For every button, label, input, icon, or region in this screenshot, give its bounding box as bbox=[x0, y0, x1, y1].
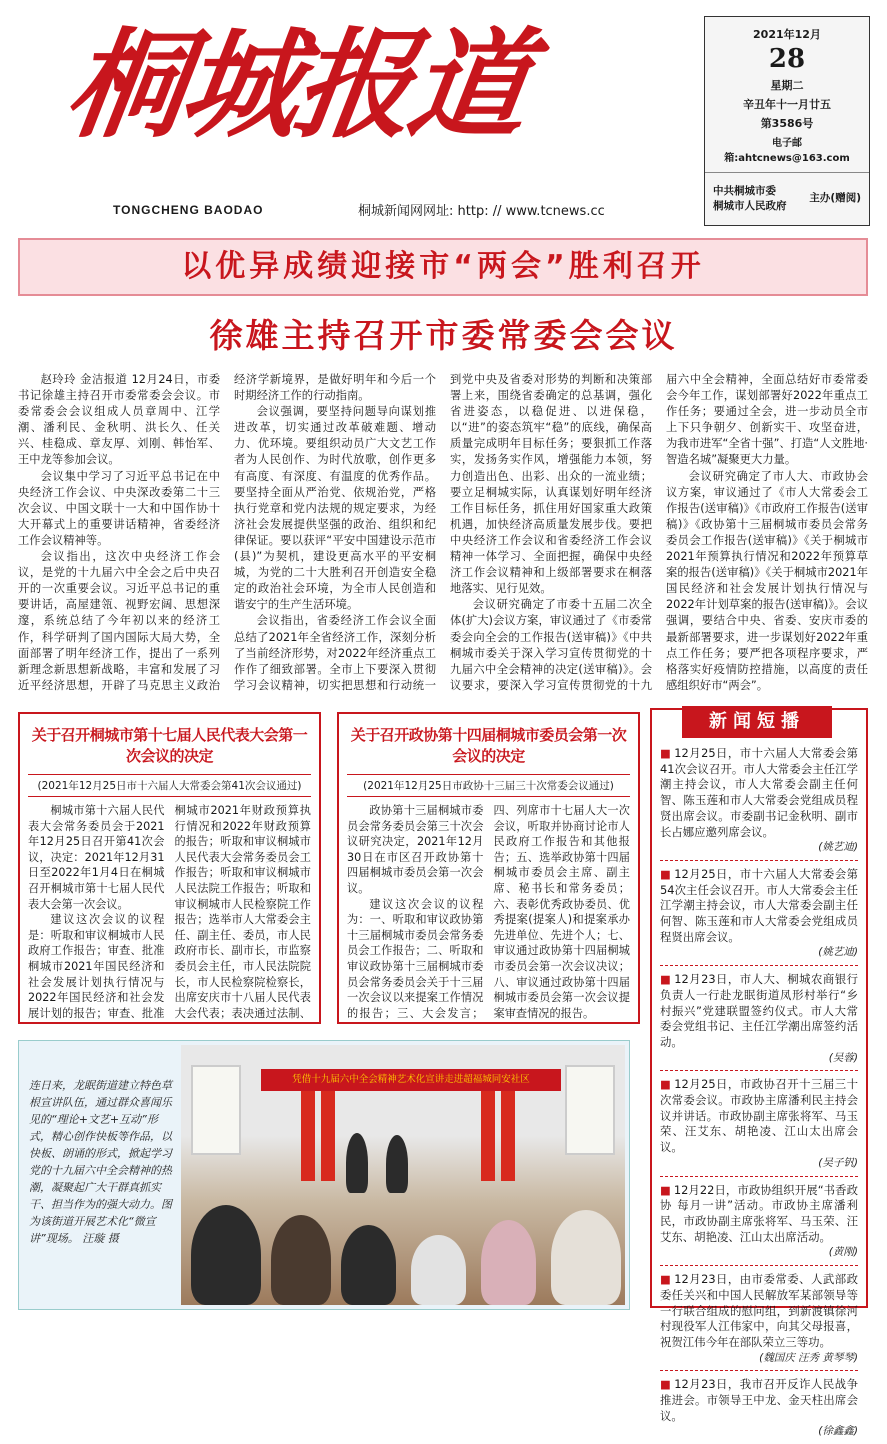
news-briefs bbox=[650, 708, 868, 1438]
news-item bbox=[660, 1183, 858, 1267]
masthead bbox=[18, 15, 698, 219]
divider bbox=[705, 172, 869, 173]
audience-member bbox=[191, 1205, 261, 1305]
npc-decision-box bbox=[18, 712, 321, 1024]
news-text: 12月25日，市政协召开十三届三十次常委会议。市政协主席潘利民主持会议并讲话。市政协副主席张将军、马玉荣、汪艾东、胡艳凌、江山太出席会议。 bbox=[660, 1077, 858, 1155]
photo-section bbox=[18, 1040, 630, 1310]
performer bbox=[386, 1135, 408, 1193]
npc-decision-subtitle: (2021年12月25日市十六届人大常委会第41次会议通过) bbox=[28, 774, 311, 797]
sponsor-block bbox=[713, 183, 861, 213]
article-paragraph: 会议研究确定了市人大、市政协会议方案，审议通过了《市人大常委会工作报告(送审稿)》《市政府工作报告(送审稿)》《政协第十三届桐城市委员会常务委员会工作报告(送审稿)》《关于桐城市2021年预算执行情况和2022年预算草案的报告(送审稿)》《关于桐城市2021年国民经济和社会发展计划执行情况与2022年计划草案的报告(送审稿)》。会议强调，要结合中央、省委、安庆市委的最新部署要求，进一步谋划好2022年重点工作任务；要严把各项程序要求，严格落实好疫情防控措施，以高度的责任感组织好市“两会”。 bbox=[666, 469, 868, 692]
article-paragraph: 会议研究确定了市委十五届二次全体(扩大)会议方案，审议通过了《市委常委会向全会的工作报告(送审稿)》《中共桐城市委关于深入学习宣传贯彻党的十九届六中全会精神的决定(送审稿)》。会议要求，要深入学习宣传贯彻党的十九届六中全会精神，全面总结好市委常委会今年工作，谋划部署好2022年重点工作任务；要通过全会，进一步动员全市上下只争朝夕、创新实干、攻坚奋进，为我市进军“全省十强”、打造“人文胜地·智造名城”凝聚更大力量。 bbox=[450, 373, 868, 692]
event-photo bbox=[181, 1045, 625, 1305]
news-item bbox=[660, 1077, 858, 1176]
news-text: 12月25日，市十六届人大常委会第54次主任会议召开。市人大常委会主任江学潮主持会议，市人大常委会副主任何智、陈玉莲和市人大常委会党组成员程贤出席会议。 bbox=[660, 866, 858, 944]
cppcc-paragraph: 建议这次会议的议程为：一、听取和审议政协第十三届桐城市委员会常务委员会工作报告；二、听取和审议政协第十三届桐城市委员会常务委员会关于十三届一次会议以来提案工作情况的报告；三、大会发言；四、列席市十七届人大一次会议，听取并协商讨论市人民政府工作报告和其他报告；五、选举政协第十四届桐城市委员会主席、副主席、秘书长和常务委员；六、表彰优秀政协委员、优秀提案(提案人)和提案承办先进单位、先进个人；七、审议通过政协第十四届桐城市委员会第一次会议决议；八、审议通过政协第十四届桐城市委员会第一次会议提案审查情况的报告。 bbox=[347, 804, 630, 1020]
weekday: 星期二 bbox=[770, 78, 804, 92]
news-item bbox=[660, 1272, 858, 1371]
bullet-icon: ■ bbox=[660, 1077, 672, 1092]
bullet-icon: ■ bbox=[660, 866, 672, 881]
top-banner: 以优异成绩迎接市“两会”胜利召开 bbox=[18, 238, 868, 296]
sponsor-org-1: 中共桐城市委 bbox=[713, 184, 776, 197]
article-paragraph: 赵玲玲 金洁报道 12月24日，市委书记徐雄主持召开市委常委会会议。市委常委会会议组成人员章周中、江学潮、潘利民、金秋明、洪长久、任关兴、桂稳成、章友厚、刘刚、韩怡军、王中龙等参加会议。 bbox=[18, 373, 220, 467]
npc-paragraph: 桐城市第十六届人民代表大会常务委员会于2021年12月25日召开第41次会议，决定：2021年12月31日至2022年1月4日在桐城召开桐城市第十七届人民代表大会第一次会议。 bbox=[28, 804, 165, 911]
issue-info-box bbox=[704, 16, 870, 226]
news-item bbox=[660, 746, 858, 861]
photo-caption: 连日来，龙眠街道建立特色草根宣讲队伍，通过群众喜闻乐见的“理论+文艺+互动”形式，精心创作快板等作品，以快板、朗诵的形式，掀起学习党的十九届六中全会精神的热潮，凝聚起广大干群真抓实干、担当作为的强大动力。图为该街道开展艺术化“微宣讲”现场。 汪璇 摄 bbox=[29, 1079, 172, 1245]
article-paragraph: 会议指出，这次中央经济工作会议，是党的十九届六中全会之后中央召开的一次重要会议。习近平总书记的重要讲话，高屋建瓴、视野宏阔、思想深邃，系统总结了今年初以来的经济工作，科学研判了国内国际大局大势，全面部署了明年经济工作，提出了一系列新理念新思想新战略，丰富和发展了习近平经济思想，开辟了马克思主义政治经济学新境界，是做好明年和今后一个时期经济工作的行动指南。 bbox=[18, 373, 436, 692]
bullet-icon: ■ bbox=[660, 1272, 672, 1287]
red-flag bbox=[301, 1091, 315, 1181]
bullet-icon: ■ bbox=[660, 972, 672, 987]
news-text: 12月23日，由市委常委、人武部政委任关兴和中国人民解放军某部领导等一行联合组成的慰问组，到新渡镇徐河村现役军人江伟家中，向其父母报喜，祝贺江伟今年在部队荣立三等功。 bbox=[660, 1272, 858, 1349]
newspaper-pinyin: TONGCHENG BAODAO bbox=[113, 203, 264, 217]
window bbox=[565, 1065, 615, 1155]
cppcc-decision-body bbox=[347, 803, 630, 1033]
article-paragraph: 会议集中学习了习近平总书记在中央经济工作会议、中央深改委第二十三次会议、中国文联十一大和中国作协十大开幕式上的重要讲话精神，省委经济工作会议精神等。 bbox=[18, 469, 220, 547]
article-paragraph: 会议指出，省委经济工作会议全面总结了2021年全省经济工作，深刻分析了当前经济形势，对2022年经济重点工作作了细致部署。全市上下要深入贯彻学习会议精神，切实把思想和行动统一到党中央及省委对形势的判断和决策部署上来，围绕省委确定的总基调，强化省进姿态，以稳促进、以进保稳，以“进”的姿态筑牢“稳”的底线，确保高质量完成明年目标任务；要狠抓工作落实，发扬务实作风，增强能力本领，努力创造出色、出彩、出众的一流业绩；要立足桐城实际，认真谋划好明年经济工作目标任务，抓住用好国家重大政策机遇，加快经济高质量发展步伐。要把中央经济工作会议和省委经济工作会议精神一体学习、全面把握，确保中央经济工作会议精神和上级部署要求在桐落地落实、见行见效。 bbox=[234, 373, 652, 692]
lunar-date: 辛丑年十一月廿五 bbox=[743, 97, 831, 111]
cppcc-paragraph: 政协第十三届桐城市委员会常务委员会第三十次会议研究决定，2021年12月30日在市区召开政协第十四届桐城市委员会第一次会议。 bbox=[347, 804, 484, 895]
red-flag bbox=[321, 1091, 335, 1181]
performer bbox=[346, 1133, 368, 1193]
cppcc-decision-title: 关于召开政协第十四届桐城市委员会第一次会议的决定 bbox=[350, 726, 627, 765]
news-author: (徐鑫鑫) bbox=[818, 1425, 858, 1438]
audience-member bbox=[411, 1235, 466, 1305]
red-flag bbox=[481, 1091, 495, 1181]
email: 电子邮箱:ahtcnews@163.com bbox=[724, 137, 850, 164]
news-item bbox=[660, 867, 858, 966]
article-paragraph: 会议强调，要坚持问题导向谋划推进改革，切实通过改革破难题、增动力、优环境。要组织动员广大文艺工作者为人民创作、为时代放歌，创作更多有高度、有深度、有温度的优秀作品。要坚持全面从严治党、依规治党，严格执行党章和党内法规的规定要求，为经济社会发展提供坚强的政治、组织和纪律保证。要以获评“平安中国建设示范市(县)”为契机，建设更高水平的平安桐城，为党的二十大胜利召开创造安全稳定的政治社会环境，为全市人民创造和谐安宁的生产生活环境。 bbox=[234, 405, 436, 612]
bullet-icon: ■ bbox=[660, 1377, 672, 1392]
news-author: (姚艺迪) bbox=[818, 946, 858, 959]
cppcc-decision-subtitle: (2021年12月25日市政协十三届三十次常委会议通过) bbox=[347, 774, 630, 797]
news-author: (魏国庆 汪秀 黄琴琴) bbox=[759, 1351, 858, 1364]
website-line[interactable]: 桐城新闻网网址: http: // www.tcnews.cc bbox=[358, 204, 605, 219]
cppcc-decision-box bbox=[337, 712, 640, 1024]
window bbox=[191, 1065, 241, 1155]
main-article bbox=[18, 372, 868, 702]
news-author: (黄刚) bbox=[828, 1246, 858, 1259]
news-text: 12月25日，市十六届人大常委会第41次会议召开。市人大常委会主任江学潮主持会议，市人大常委会副主任何智、陈玉莲和市人大常委会党组成员程贤出席会议。市委副书记金秋明、副市长占娜应邀列席会议。 bbox=[660, 746, 858, 839]
news-author: (吴子钒) bbox=[818, 1156, 858, 1169]
red-flag bbox=[501, 1091, 515, 1181]
bullet-icon: ■ bbox=[660, 746, 672, 760]
audience-member bbox=[271, 1215, 331, 1305]
year-month: 2021年12月 bbox=[753, 28, 821, 41]
audience-member bbox=[481, 1220, 536, 1305]
npc-decision-body bbox=[28, 803, 311, 1033]
news-author: (姚艺迪) bbox=[818, 841, 858, 854]
main-headline: 徐雄主持召开市委常委会会议 bbox=[209, 316, 678, 355]
sponsor-label: 主办(赠阅) bbox=[809, 192, 861, 205]
news-author: (吴蓉) bbox=[828, 1051, 858, 1064]
news-text: 12月23日，市人大、桐城农商银行负责人一行赴龙眠街道凤形村举行“乡村振兴”党建联盟签约仪式。市人大常委会党组书记、主任江学潮出席签约活动。 bbox=[660, 972, 858, 1049]
issue-number: 第3586号 bbox=[760, 116, 814, 130]
news-briefs-header: 新闻短播 bbox=[682, 706, 832, 738]
npc-paragraph: 建议这次会议的议程是：听取和审议桐城市人民政府工作报告；审查、批准桐城市2021年国民经济和社会发展计划执行情况与2022年国民经济和社会发展计划的报告；审查、批准桐城市2021年财政预算执行情况和2022年财政预算的报告；听取和审议桐城市人民代表大会常务委员会工作报告；听取和审议桐城市人民法院工作报告；听取和审议桐城市人民检察院工作报告；选举市人大常委会主任、副主任、委员，市人民政府市长、副市长，市监察委员会主任，市人民法院院长，市人民检察院检察长，出席安庆市十八届人民代表大会代表；表决通过法制、 bbox=[28, 804, 311, 1020]
newspaper-title: 桐城报道 bbox=[58, 15, 534, 154]
audience-member bbox=[341, 1225, 396, 1305]
news-item bbox=[660, 972, 858, 1071]
day-number: 28 bbox=[768, 44, 806, 74]
stage-banner: 凭借十九届六中全会精神艺术化宣讲走进超福城同安社区 bbox=[261, 1069, 561, 1091]
npc-decision-title: 关于召开桐城市第十七届人民代表大会第一次会议的决定 bbox=[31, 726, 308, 765]
sponsor-org-2: 桐城市人民政府 bbox=[713, 199, 787, 212]
audience-member bbox=[551, 1210, 621, 1305]
news-text: 12月22日，市政协组织开展“书香政协 每月一讲”活动。市政协主席潘利民，市政协副主席张将军、马玉荣、汪艾东、胡艳凌、江山太出席活动。 bbox=[660, 1182, 858, 1244]
news-item bbox=[660, 1377, 858, 1444]
news-text: 12月23日，我市召开反诈人民战争推进会。市领导王中龙、金天柱出席会议。 bbox=[660, 1377, 858, 1423]
bullet-icon: ■ bbox=[660, 1182, 671, 1197]
